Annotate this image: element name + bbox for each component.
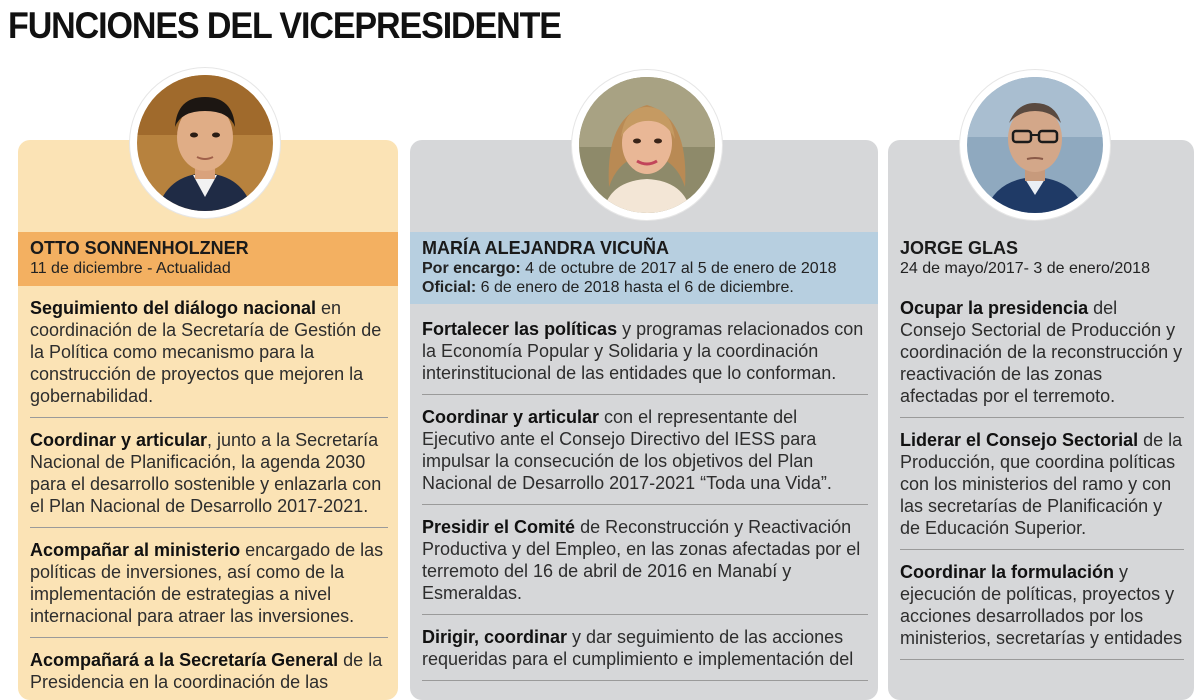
function-item: Presidir el Comité de Reconstrucción y Reactivación Productiva y del Empleo, en las zonas afectadas por el terremoto del 16 de abril de 2016 en Manabí y Esmeraldas.: [422, 516, 868, 615]
vp-name: JORGE GLAS: [900, 238, 1019, 258]
card-header: [888, 232, 1194, 286]
vp-term-date-oficial: Oficial: 6 de enero de 2018 hasta el 6 de diciembre.: [422, 279, 794, 296]
function-item: Seguimiento del diálogo nacional en coordinación de la Secretaría de Gestión de la Política como mecanismo para la construcción de proyectos que mejoren la gobernabilidad.: [30, 297, 388, 418]
function-list: [900, 297, 1184, 671]
portrait-jorge-glas: [960, 70, 1110, 220]
function-item: Coordinar y articular, junto a la Secretaría Nacional de Planificación, la agenda 2030 para el desarrollo sostenible y enlazarla con el Plan Nacional de Desarrollo 2017-2021.: [30, 429, 388, 528]
function-list: [422, 318, 868, 692]
portrait-maria-alejandra-vicuna: [572, 70, 722, 220]
vp-term-date-encargo: Por encargo: 4 de octubre de 2017 al 5 de enero de 2018: [422, 260, 837, 277]
function-item: Acompañar al ministerio encargado de las políticas de inversiones, así como de la implementación de estrategias a nivel internacional para atraer las inversiones.: [30, 539, 388, 638]
function-item: Liderar el Consejo Sectorial de la Producción, que coordina políticas con los ministerios del ramo y con las secretarías de Planificación y de Educación Superior.: [900, 429, 1184, 550]
function-item: Coordinar y articular con el representante del Ejecutivo ante el Consejo Directivo del IESS para impulsar la consecución de los objetivos del Plan Nacional de Desarrollo 2017-2021 “Toda una Vida”.: [422, 406, 868, 505]
vp-card-maria-alejandra-vicuna: [410, 140, 878, 700]
function-item: Ocupar la presidencia del Consejo Sectorial de Producción y coordinación de la reconstrucción y reactivación de las zonas afectadas por el terremoto.: [900, 297, 1184, 418]
portrait-otto-sonnenholzner: [130, 68, 280, 218]
vp-name: OTTO SONNENHOLZNER: [30, 238, 249, 258]
vp-name: MARÍA ALEJANDRA VICUÑA: [422, 238, 669, 258]
vp-term-date: 24 de mayo/2017- 3 de enero/2018: [900, 260, 1150, 277]
function-item: Fortalecer las políticas y programas relacionados con la Economía Popular y Solidaria y la coordinación interinstitucional de las entidades que lo conforman.: [422, 318, 868, 395]
function-item: Coordinar la formulación y ejecución de políticas, proyectos y acciones desarrollados por los ministerios, secretarías y entidades: [900, 561, 1184, 660]
card-header: [18, 232, 398, 286]
function-item: Dirigir, coordinar y dar seguimiento de las acciones requeridas para el cumplimiento e implementación del: [422, 626, 868, 681]
function-list: [30, 297, 388, 700]
page-title: FUNCIONES DEL VICEPRESIDENTE: [8, 5, 561, 46]
card-header: [410, 232, 878, 304]
function-item: Acompañará a la Secretaría General de la Presidencia en la coordinación de las: [30, 649, 388, 700]
vp-card-otto-sonnenholzner: [18, 140, 398, 700]
vp-card-jorge-glas: [888, 140, 1194, 700]
vp-term-date: 11 de diciembre - Actualidad: [30, 260, 231, 277]
